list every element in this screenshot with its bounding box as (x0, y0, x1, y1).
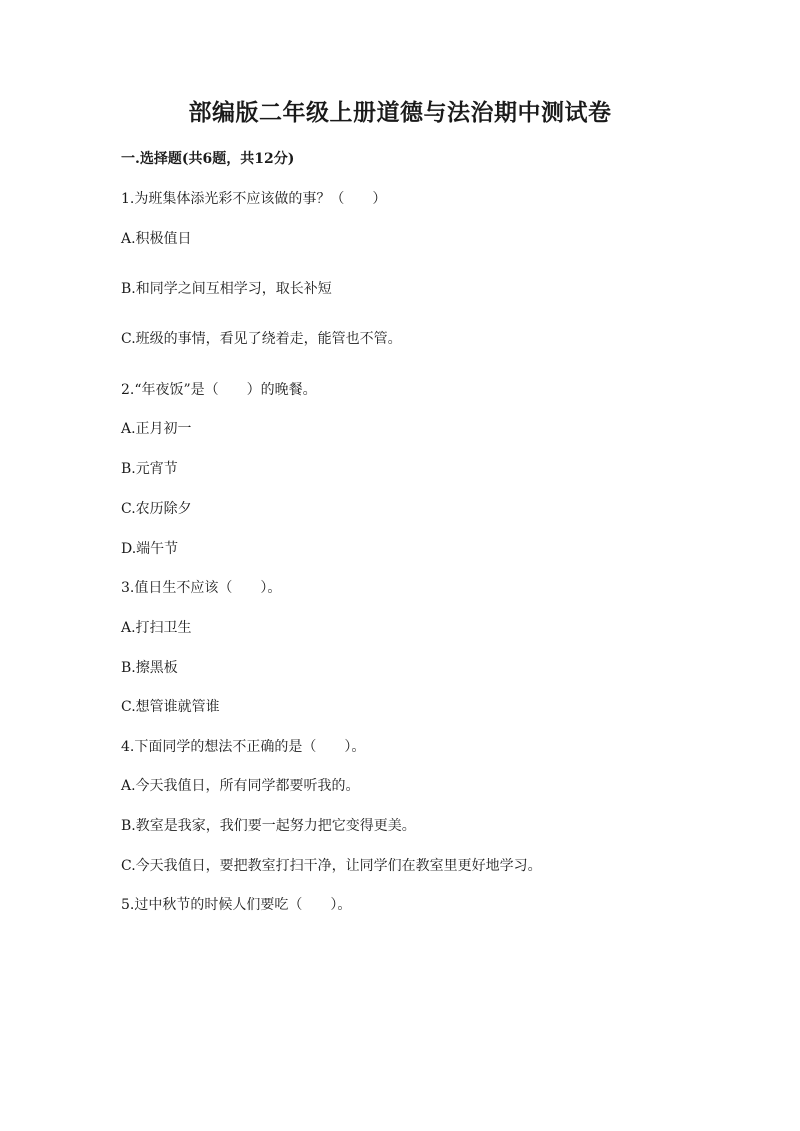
question-1-option-b: B.和同学之间互相学习，取长补短 (121, 281, 332, 297)
question-1-option-c: C.班级的事情，看见了绕着走，能管也不管。 (121, 331, 402, 347)
question-2-option-c: C.农历除夕 (121, 501, 192, 517)
question-4-option-a: A.今天我值日，所有同学都要听我的。 (121, 778, 360, 794)
exam-title: 部编版二年级上册道德与法治期中测试卷 (188, 99, 612, 126)
question-4-stem: 4.下面同学的想法不正确的是（ ）。 (121, 739, 366, 755)
question-1-stem: 1.为班集体添光彩不应该做的事？（ ） (121, 191, 387, 207)
question-1-option-a: A.积极值日 (121, 231, 192, 247)
question-2-option-d: D.端午节 (121, 541, 179, 557)
question-2-stem: 2.“年夜饭”是（ ）的晚餐。 (121, 382, 317, 398)
question-2-option-b: B.元宵节 (121, 461, 178, 477)
question-4-option-b: B.教室是我家，我们要一起努力把它变得更美。 (121, 818, 416, 834)
question-3-option-c: C.想管谁就管谁 (121, 699, 220, 715)
question-3-option-b: B.擦黑板 (121, 660, 178, 676)
question-3-stem: 3.值日生不应该（ ）。 (121, 580, 282, 596)
question-5-stem: 5.过中秋节的时候人们要吃（ ）。 (121, 897, 352, 913)
section-heading: 一.选择题(共6题，共12分) (121, 151, 295, 167)
question-4-option-c: C.今天我值日，要把教室打扫干净，让同学们在教室里更好地学习。 (121, 858, 542, 874)
question-2-option-a: A.正月初一 (121, 421, 192, 437)
question-3-option-a: A.打扫卫生 (121, 620, 192, 636)
